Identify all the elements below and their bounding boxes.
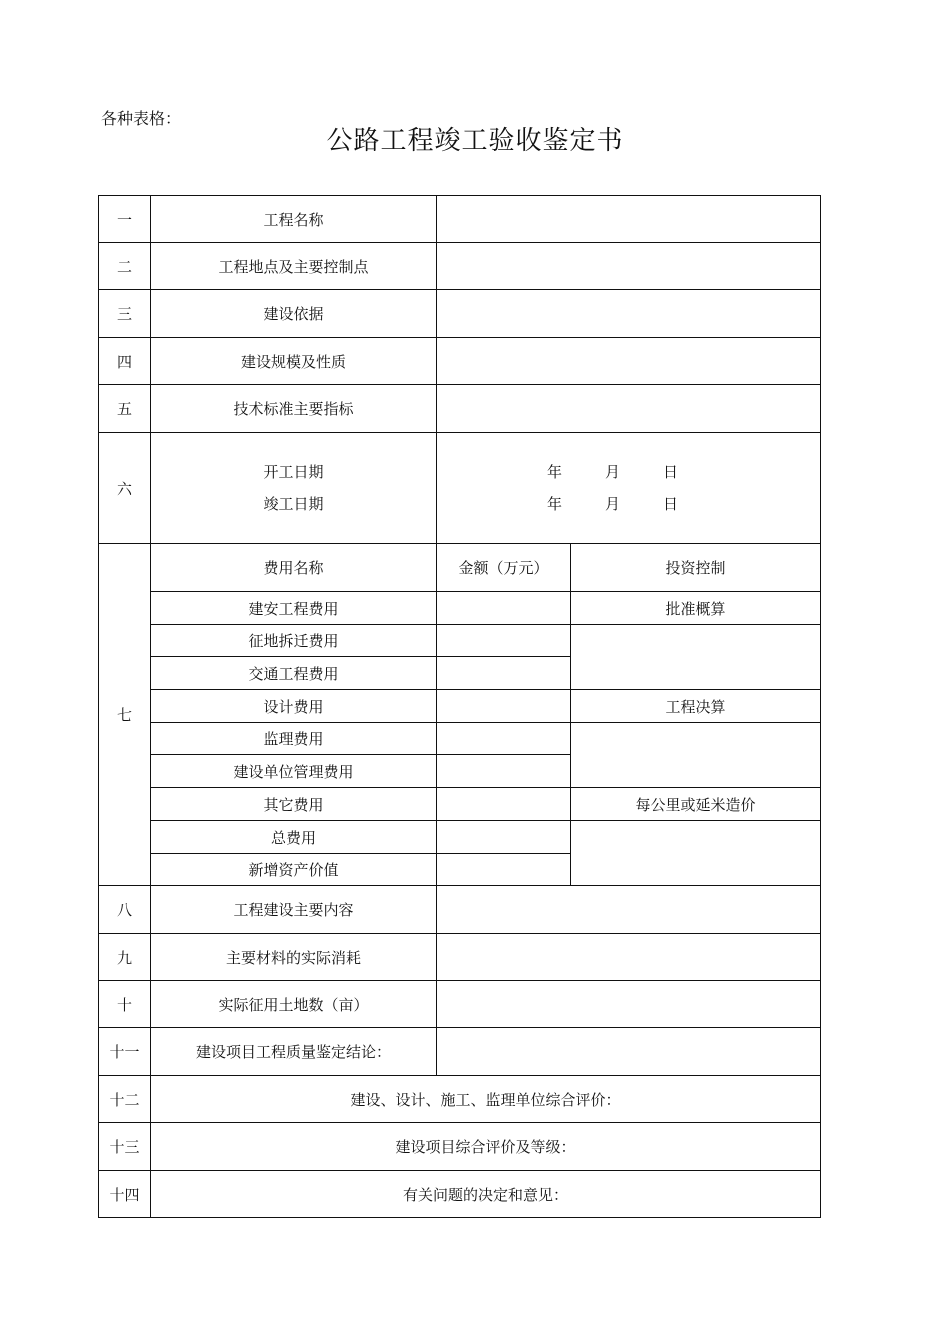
value-cell[interactable] bbox=[437, 981, 821, 1028]
row-number: 十 bbox=[99, 981, 151, 1028]
row-number: 四 bbox=[99, 338, 151, 385]
row-label[interactable]: 有关问题的决定和意见： bbox=[151, 1171, 821, 1218]
row-main-content bbox=[99, 886, 821, 934]
value-cell[interactable] bbox=[437, 196, 821, 243]
row-number: 六 bbox=[99, 433, 151, 544]
cost-row bbox=[99, 592, 821, 625]
row-number: 十三 bbox=[99, 1123, 151, 1171]
row-land-acquired bbox=[99, 981, 821, 1028]
row-scale-nature bbox=[99, 338, 821, 385]
row-technical-standards bbox=[99, 385, 821, 433]
cost-name: 监理费用 bbox=[151, 723, 437, 755]
row-unit-evaluation bbox=[99, 1076, 821, 1123]
col-header-cost-name: 费用名称 bbox=[151, 544, 437, 592]
end-date-label: 竣工日期 bbox=[263, 495, 324, 513]
control-final-label: 工程决算 bbox=[571, 690, 821, 723]
day-label: 日 bbox=[663, 495, 679, 513]
row-overall-evaluation bbox=[99, 1123, 821, 1171]
row-number: 九 bbox=[99, 934, 151, 981]
cost-name: 建安工程费用 bbox=[151, 592, 437, 625]
control-unit-cost-value[interactable] bbox=[571, 821, 821, 886]
row-project-location bbox=[99, 243, 821, 290]
cost-amount-cell[interactable] bbox=[437, 657, 571, 690]
cost-row bbox=[99, 788, 821, 821]
cost-amount-cell[interactable] bbox=[437, 592, 571, 625]
row-number: 十四 bbox=[99, 1171, 151, 1218]
row-label: 建设项目工程质量鉴定结论： bbox=[151, 1028, 437, 1076]
control-approved-label: 批准概算 bbox=[571, 592, 821, 625]
acceptance-form-table bbox=[98, 195, 821, 1218]
value-cell[interactable] bbox=[437, 385, 821, 433]
cost-name: 征地拆迁费用 bbox=[151, 625, 437, 657]
cost-header-row bbox=[99, 544, 821, 592]
control-final-value[interactable] bbox=[571, 723, 821, 788]
row-label[interactable]: 建设、设计、施工、监理单位综合评价： bbox=[151, 1076, 821, 1123]
year-label: 年 bbox=[547, 463, 563, 481]
row-label: 建设依据 bbox=[151, 290, 437, 338]
cost-amount-cell[interactable] bbox=[437, 821, 571, 854]
month-label: 月 bbox=[605, 495, 621, 513]
page-title: 公路工程竣工验收鉴定书 bbox=[326, 126, 624, 156]
cost-row bbox=[99, 723, 821, 755]
cost-amount-cell[interactable] bbox=[437, 625, 571, 657]
row-label[interactable]: 建设项目综合评价及等级： bbox=[151, 1123, 821, 1171]
day-label: 日 bbox=[663, 463, 679, 481]
end-date-value[interactable] bbox=[437, 488, 820, 520]
dates-label-cell bbox=[151, 433, 437, 544]
cost-amount-cell[interactable] bbox=[437, 690, 571, 723]
cost-amount-cell[interactable] bbox=[437, 788, 571, 821]
row-label: 技术标准主要指标 bbox=[151, 385, 437, 433]
row-decisions bbox=[99, 1171, 821, 1218]
control-approved-value[interactable] bbox=[571, 625, 821, 690]
row-number: 一 bbox=[99, 196, 151, 243]
cost-name: 新增资产价值 bbox=[151, 854, 437, 886]
control-unit-cost-label: 每公里或延米造价 bbox=[571, 788, 821, 821]
row-number: 二 bbox=[99, 243, 151, 290]
value-cell[interactable] bbox=[437, 934, 821, 981]
cost-name: 交通工程费用 bbox=[151, 657, 437, 690]
row-label: 建设规模及性质 bbox=[151, 338, 437, 385]
cost-amount-cell[interactable] bbox=[437, 755, 571, 788]
value-cell[interactable] bbox=[437, 886, 821, 934]
row-quality-conclusion bbox=[99, 1028, 821, 1076]
year-label: 年 bbox=[547, 495, 563, 513]
pre-title: 各种表格： bbox=[101, 109, 182, 128]
row-material-consumption bbox=[99, 934, 821, 981]
col-header-amount: 金额（万元） bbox=[437, 544, 571, 592]
start-date-label: 开工日期 bbox=[263, 463, 324, 481]
cost-row bbox=[99, 625, 821, 657]
row-label: 实际征用土地数（亩） bbox=[151, 981, 437, 1028]
row-dates bbox=[99, 433, 821, 544]
value-cell[interactable] bbox=[437, 1028, 821, 1076]
row-number: 七 bbox=[99, 544, 151, 886]
cost-row bbox=[99, 690, 821, 723]
row-number: 十一 bbox=[99, 1028, 151, 1076]
value-cell[interactable] bbox=[437, 338, 821, 385]
cost-name: 设计费用 bbox=[151, 690, 437, 723]
value-cell[interactable] bbox=[437, 290, 821, 338]
cost-name: 其它费用 bbox=[151, 788, 437, 821]
row-number: 十二 bbox=[99, 1076, 151, 1123]
row-project-name bbox=[99, 196, 821, 243]
row-number: 八 bbox=[99, 886, 151, 934]
value-cell[interactable] bbox=[437, 243, 821, 290]
cost-row bbox=[99, 821, 821, 854]
row-label: 工程地点及主要控制点 bbox=[151, 243, 437, 290]
cost-name: 建设单位管理费用 bbox=[151, 755, 437, 788]
month-label: 月 bbox=[605, 463, 621, 481]
start-date-value[interactable] bbox=[437, 456, 820, 488]
row-label: 主要材料的实际消耗 bbox=[151, 934, 437, 981]
row-label: 工程建设主要内容 bbox=[151, 886, 437, 934]
row-label: 工程名称 bbox=[151, 196, 437, 243]
cost-amount-cell[interactable] bbox=[437, 723, 571, 755]
col-header-investment-control: 投资控制 bbox=[571, 544, 821, 592]
cost-name: 总费用 bbox=[151, 821, 437, 854]
row-number: 三 bbox=[99, 290, 151, 338]
dates-value-cell[interactable] bbox=[437, 433, 821, 544]
row-number: 五 bbox=[99, 385, 151, 433]
cost-amount-cell[interactable] bbox=[437, 854, 571, 886]
row-construction-basis bbox=[99, 290, 821, 338]
